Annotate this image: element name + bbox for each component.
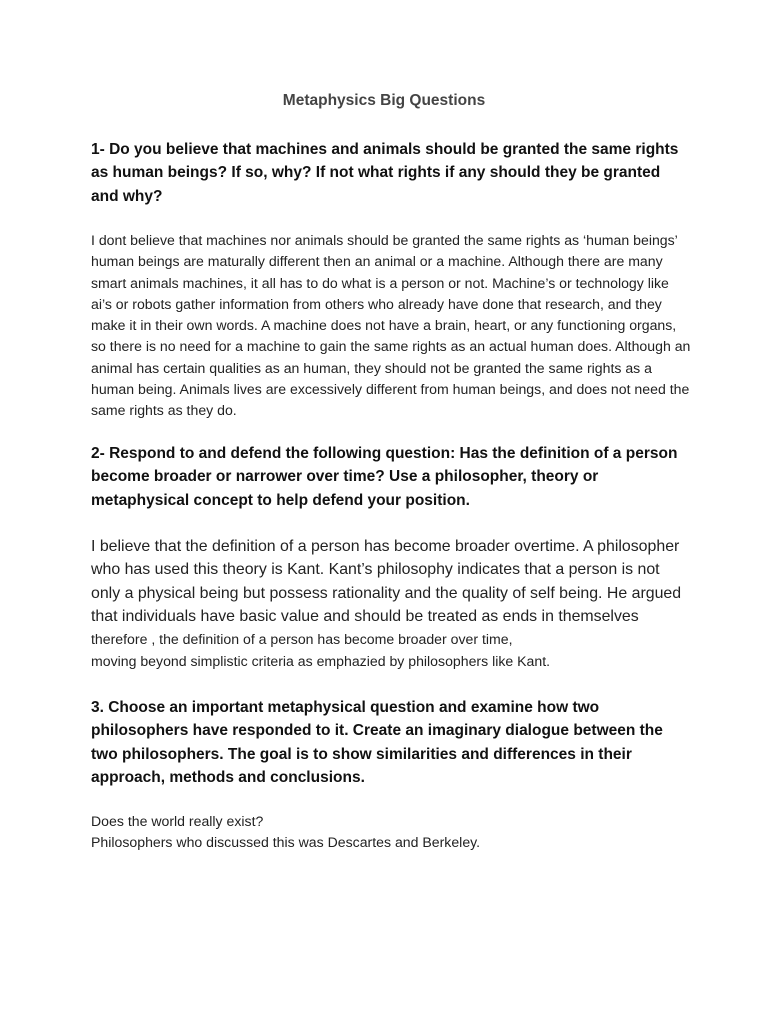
question-2: 2- Respond to and defend the following question: Has the definition of a person become broader or narrower over time? Use a philosopher, theory or metaphysical concept to help defend your position. <box>91 445 678 509</box>
answer-3-line-2: Philosophers who discussed this was Descartes and Berkeley. <box>91 834 481 851</box>
answer-3 <box>91 811 691 854</box>
document-title: Metaphysics Big Questions <box>282 92 486 109</box>
question-3: 3. Choose an important metaphysical question and examine how two philosophers have responded to it. Create an imaginary dialogue between the two philosophers. The goal is to show similarities and differences in their approach, methods and conclusions. <box>91 699 663 786</box>
answer-1: I dont believe that machines nor animals should be granted the same rights as ‘human beings’ human beings are maturally different then an animal or a machine. Although there are many smart animals machines, it all has to do what is a person or not. Machine’s or technology like ai’s or robots gather information from others who already have done that research, and they make it in their own words. A machine does not have a brain, heart, or any functioning organs, so there is no need for a machine to gain the same rights as an actual human does. Although an animal has certain qualities as an human, they should not be granted the same rights as a human being. Animals lives are excessively different from human beings, and does not need the same rights as they do. <box>91 232 691 419</box>
answer-2-tail-line: moving beyond simplistic criteria as emphazied by philosophers like Kant. <box>91 653 551 669</box>
answer-2 <box>91 535 691 651</box>
question-1: 1- Do you believe that machines and animals should be granted the same rights as human beings? If so, why? If not what rights if any should they be granted and why? <box>91 141 679 205</box>
answer-2-main: I believe that the definition of a person has become broader overtime. A philosopher who has used this theory is Kant. Kant’s philosophy indicates that a person is not only a physical being but possess rationality and the quality of self being. He argued that individuals have basic value and should be treated as ends in themselves <box>91 538 682 625</box>
answer-2-tail: therefore , the definition of a person has become broader over time, <box>91 631 513 648</box>
answer-3-line-1: Does the world really exist? <box>91 813 264 829</box>
